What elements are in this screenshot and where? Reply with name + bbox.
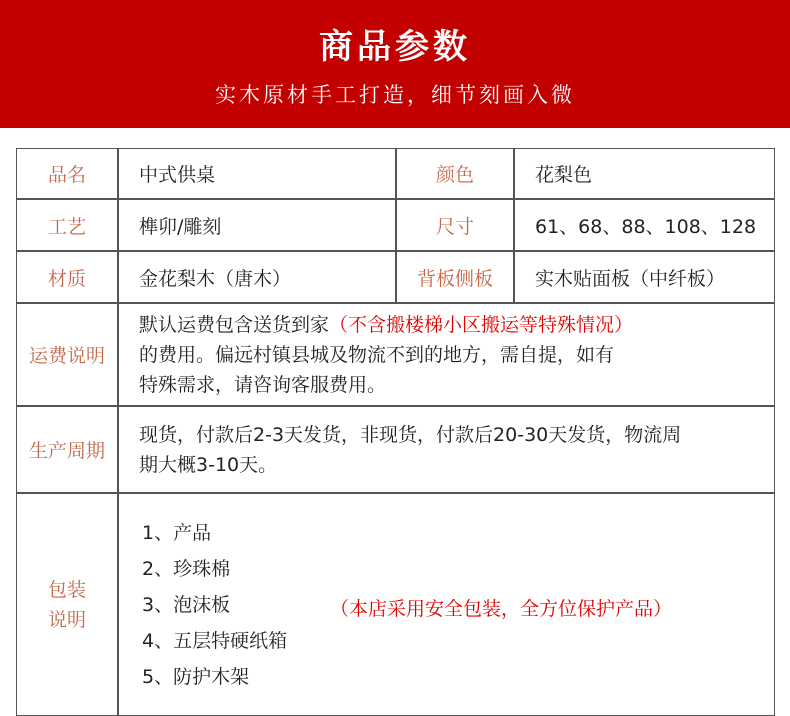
- packaging-list: [142, 515, 287, 695]
- size-value: 61、68、88、108、128: [514, 199, 775, 251]
- production-text: [118, 406, 775, 493]
- shipping-text: [118, 303, 775, 406]
- production-line-2: 期大概3-10天。: [139, 453, 278, 476]
- back-panel-label: 背板侧板: [396, 251, 514, 303]
- back-panel-value: 实木贴面板（中纤板）: [514, 251, 775, 303]
- list-item: 2、珍珠棉: [142, 558, 231, 580]
- list-item: 3、泡沫板: [142, 594, 231, 616]
- production-line-1: 现货，付款后2-3天发货，非现货，付款后20-30天发货，物流周: [139, 423, 682, 446]
- shipping-line-2: 的费用。偏远村镇县城及物流不到的地方，需自提，如有: [139, 343, 615, 366]
- name-value: 中式供桌: [118, 148, 396, 199]
- list-item: 4、五层特硬纸箱: [142, 630, 288, 652]
- shipping-exception-note: （不含搬楼梯小区搬运等特殊情况）: [329, 313, 634, 336]
- name-label: 品名: [16, 148, 118, 199]
- material-label: 材质: [16, 251, 118, 303]
- list-item: 5、防护木架: [142, 666, 250, 688]
- packaging-label: [16, 493, 118, 716]
- size-label: 尺寸: [396, 199, 514, 251]
- list-item: 1、产品: [142, 522, 212, 544]
- packaging-label-line-1: 包装: [47, 578, 86, 601]
- color-value: 花梨色: [514, 148, 775, 199]
- packaging-note: （本店采用安全包装，全方位保护产品）: [330, 598, 673, 620]
- packaging-label-line-2: 说明: [47, 608, 86, 631]
- color-label: 颜色: [396, 148, 514, 199]
- shipping-label: 运费说明: [16, 303, 118, 406]
- shipping-line-1: [139, 310, 633, 340]
- shipping-line-1-text: 默认运费包含送货到家: [139, 313, 330, 336]
- craft-label: 工艺: [16, 199, 118, 251]
- banner-subtitle: 实木原材手工打造，细节刻画入微: [215, 83, 575, 107]
- material-value: 金花梨木（唐木）: [118, 251, 396, 303]
- production-label: 生产周期: [16, 406, 118, 493]
- shipping-line-3: 特殊需求，请咨询客服费用。: [139, 373, 387, 396]
- craft-value: 榫卯/雕刻: [118, 199, 396, 251]
- banner-title: 商品参数: [319, 27, 471, 67]
